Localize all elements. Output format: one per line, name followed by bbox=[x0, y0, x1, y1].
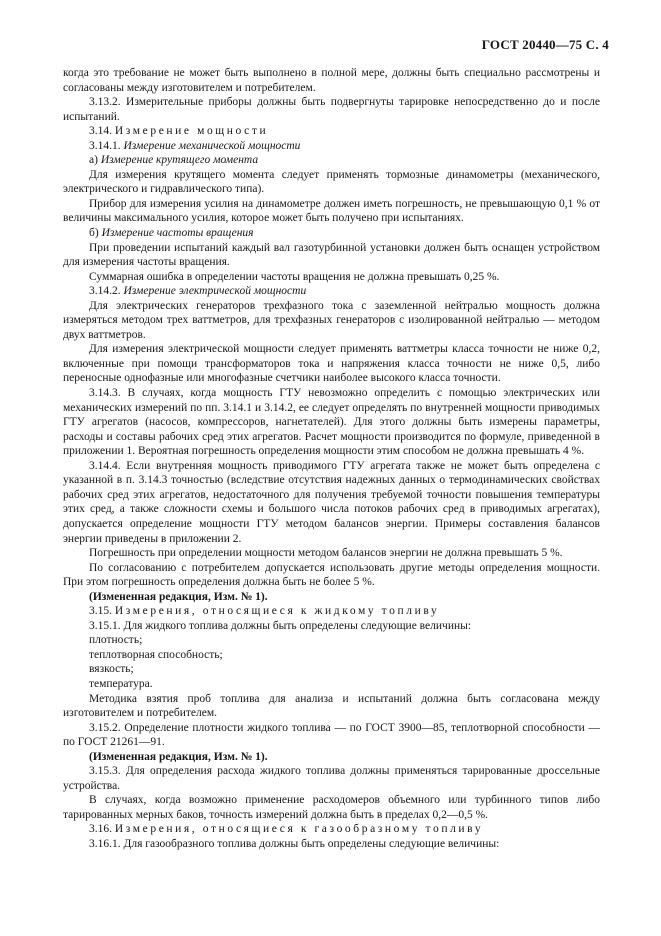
paragraph bbox=[63, 793, 600, 822]
paragraph-text: 3.14.3. В случаях, когда мощность ГТУ невозможно определить с помощью электрических или механических измерений по пп. 3.14.1 и 3.14.2, ее следует определять по внутренней мощности приводимых ГТУ агрегатов (насосов, компрессоров, нагнетателей). Для этого должны быть измерены параметры, расходы и составы рабочих сред этих агрегатов. Расчет мощности производится по формуле, приведенной в приложении 1. Вероятная погрешность определения мощности этим способом не должна превышать 4 %. bbox=[63, 387, 600, 458]
section-heading: Измерения, относящиеся к газообразному топливу bbox=[114, 823, 484, 836]
paragraph-text: 3.15.1. Для жидкого топлива должны быть определены следующие величины: bbox=[89, 619, 472, 632]
list-item bbox=[63, 648, 600, 663]
paragraph bbox=[63, 124, 600, 139]
paragraph bbox=[63, 386, 600, 459]
paragraph bbox=[63, 764, 600, 793]
subsection-heading: Измерение крутящего момента bbox=[100, 154, 259, 167]
paragraph-text: 3.14.4. Если внутренняя мощность приводимого ГТУ агрегата также не может быть определена с указанной в п. 3.14.3 точностью (вследствие отсутствия надежных данных о термодинамических свойствах рабочих сред этих агрегатов, недостаточного для получения требуемой точности повышения температуры этих сред, а также сложности схемы и большого числа потоков рабочих сред в приводимых агрегатах), допускается определение мощности ГТУ методом балансов энергии. Примеры составления балансов энергии приведены в приложении 2. bbox=[63, 459, 600, 545]
paragraph bbox=[63, 226, 600, 241]
paragraph bbox=[63, 139, 600, 154]
paragraph bbox=[63, 692, 600, 721]
paragraph bbox=[63, 299, 600, 343]
paragraph bbox=[63, 241, 600, 270]
paragraph-text: По согласованию с потребителем допускается использовать другие методы определения мощности. При этом погрешность определения должна быть не более 5 %. bbox=[63, 561, 600, 589]
paragraph bbox=[63, 837, 600, 852]
paragraph-text: вязкость; bbox=[89, 663, 134, 676]
paragraph-text: При проведении испытаний каждый вал газотурбинной установки должен быть оснащен устройством для измерения частоты вращения. bbox=[63, 241, 600, 269]
paragraph-text: Для электрических генераторов трехфазного тока с заземленной нейтралью мощность должна измеряться методом трех ваттметров, для трехфазных генераторов с изолированной нейтралью — методом двух ваттметров. bbox=[63, 299, 600, 341]
paragraph-text: теплотворная способность; bbox=[89, 648, 223, 661]
paragraph-text: Прибор для измерения усилия на динамометре должен иметь погрешность, не превышающую 0,1 % от величины максимального усилия, которое может быть получено при испытаниях. bbox=[63, 197, 600, 225]
paragraph-text: 3.13.2. Измерительные приборы должны быть подвергнуты тарировке непосредственно до и после испытаний. bbox=[63, 96, 600, 123]
list-item bbox=[63, 662, 600, 677]
paragraph-text: плотность; bbox=[89, 634, 143, 647]
section-number: а) bbox=[89, 154, 101, 167]
paragraph bbox=[63, 66, 600, 95]
paragraph-text: В случаях, когда возможно применение расходомеров объемного или турбинного типов либо тарированных мерных баков, точность измерений должна быть в пределах 0,2—0,5 %. bbox=[63, 794, 600, 821]
paragraph bbox=[63, 284, 600, 299]
section-number: 3.14. bbox=[89, 125, 115, 138]
subsection-heading: Измерение частоты вращения bbox=[101, 227, 254, 240]
paragraph bbox=[63, 619, 600, 634]
section-number: б) bbox=[89, 227, 102, 240]
section-heading: Измерения, относящиеся к жидкому топливу bbox=[114, 605, 440, 618]
paragraph bbox=[63, 197, 600, 226]
paragraph bbox=[63, 561, 600, 590]
page-header: ГОСТ 20440—75 С. 4 bbox=[481, 37, 609, 52]
paragraph bbox=[63, 153, 600, 168]
paragraph-text: Для измерения электрической мощности следует применять ваттметры класса точности не ниже 0,2, включенные при помощи трансформаторов тока и напряжения класса точности не ниже 0,5, либо переносные однофазные или многофазные счетчики наиболее высокого класса точности. bbox=[63, 343, 600, 385]
paragraph bbox=[63, 590, 600, 605]
list-item bbox=[63, 633, 600, 648]
subsection-heading: Измерение электрической мощности bbox=[123, 285, 307, 298]
paragraph bbox=[63, 546, 600, 561]
paragraph-text: Погрешность при определении мощности методом балансов энергии не должна превышать 5 %. bbox=[89, 547, 563, 560]
paragraph-text: Для измерения крутящего момента следует применять тормозные динамометры (механического, электрического и гидравлического типа). bbox=[63, 168, 600, 196]
revision-note: (Измененная редакция, Изм. № 1). bbox=[89, 590, 268, 603]
paragraph-text: 3.15.2. Определение плотности жидкого топлива — по ГОСТ 3900—85, теплотворной способности — по ГОСТ 21261—91. bbox=[63, 721, 600, 749]
section-number: 3.14.1. bbox=[89, 139, 124, 152]
section-number: 3.15. bbox=[89, 605, 115, 618]
paragraph-text: температура. bbox=[89, 677, 153, 690]
paragraph bbox=[63, 721, 600, 750]
paragraph bbox=[63, 270, 600, 285]
paragraph-text: когда это требование не может быть выполнено в полной мере, должны быть специально рассмотрены и согласованы между изготовителем и потребителем. bbox=[63, 67, 600, 94]
document-body bbox=[63, 66, 600, 852]
subsection-heading: Измерение механической мощности bbox=[123, 139, 301, 152]
paragraph-text: 3.16.1. Для газообразного топлива должны быть определены следующие величины: bbox=[89, 837, 500, 850]
section-number: 3.14.2. bbox=[89, 285, 124, 298]
paragraph bbox=[63, 342, 600, 386]
paragraph bbox=[63, 604, 600, 619]
paragraph bbox=[63, 168, 600, 197]
paragraph-text: Методика взятия проб топлива для анализа и испытаний должна быть согласована между изготовителем и потребителем. bbox=[63, 692, 600, 720]
paragraph bbox=[63, 459, 600, 546]
paragraph-text: Суммарная ошибка в определении частоты вращения не должна превышать 0,25 %. bbox=[89, 270, 500, 283]
section-heading: Измерение мощности bbox=[114, 125, 269, 138]
paragraph bbox=[63, 822, 600, 837]
paragraph-text: 3.15.3. Для определения расхода жидкого топлива должны применяться тарированные дроссельные устройства. bbox=[63, 765, 600, 792]
paragraph bbox=[63, 95, 600, 124]
list-item bbox=[63, 677, 600, 692]
revision-note: (Измененная редакция, Изм. № 1). bbox=[89, 750, 268, 763]
paragraph bbox=[63, 750, 600, 765]
section-number: 3.16. bbox=[89, 823, 115, 836]
